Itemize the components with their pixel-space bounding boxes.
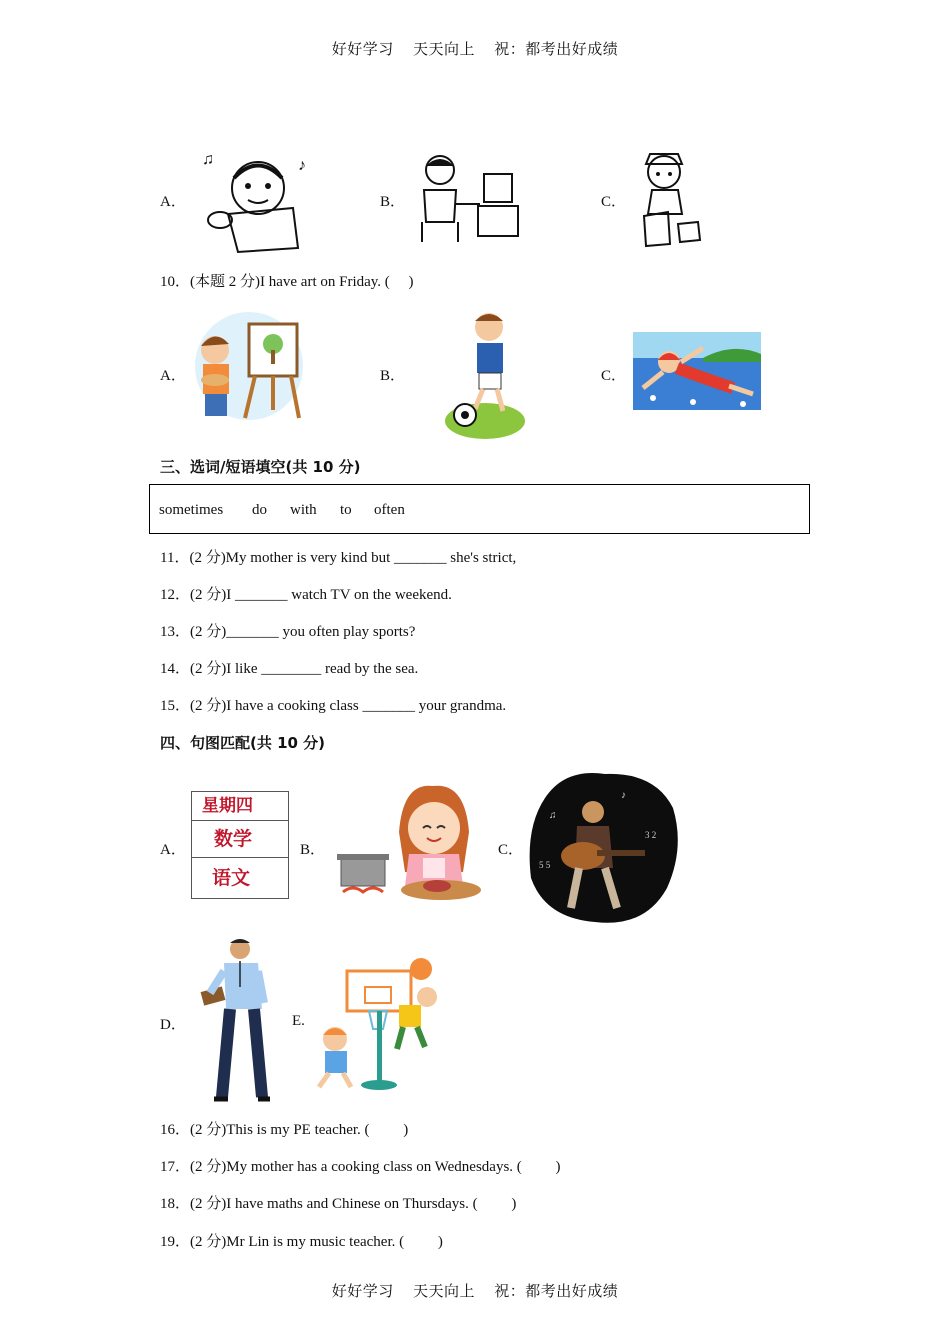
word-bank-word: to [340, 502, 352, 518]
q9-option-c-label: C． [601, 194, 627, 210]
question-13: 13．(2 分)_______ you often play sports? [160, 624, 416, 640]
word-bank-word: sometimes [159, 502, 224, 518]
music-listening-image [198, 148, 318, 252]
q9-option-a-label: A． [160, 194, 186, 210]
question-17: 17．(2 分)My mother has a cooking class on Wednesdays. ( ) [160, 1159, 561, 1175]
svg-text:♪: ♪ [298, 157, 306, 174]
footer-text-2: 天天向上 [412, 1282, 475, 1300]
football-boy-image [445, 305, 527, 439]
word-bank-word: with [290, 502, 317, 518]
swimming-girl-image [633, 332, 761, 410]
svg-text:♪: ♪ [621, 790, 626, 801]
question-12: 12．(2 分)I _______ watch TV on the weekend. [160, 587, 452, 603]
svg-text:3 2: 3 2 [645, 830, 657, 840]
match-d-label: D． [160, 1017, 186, 1033]
q10-option-b-label: B． [380, 368, 406, 384]
match-b-label: B． [300, 842, 326, 858]
match-c-label: C． [498, 842, 524, 858]
question-14: 14．(2 分)I like ________ read by the sea. [160, 661, 419, 677]
question-15: 15．(2 分)I have a cooking class _______ your grandma. [160, 698, 507, 714]
cooking-mother-image [333, 782, 485, 904]
word-bank-word: often [374, 502, 405, 518]
header-text-1: 好好学习 [331, 40, 394, 58]
svg-text:5 5: 5 5 [539, 860, 551, 870]
match-a-label: A． [160, 842, 186, 858]
svg-text:♫: ♫ [202, 151, 214, 168]
schedule-table [191, 791, 289, 899]
painting-boy-image [193, 310, 305, 422]
schedule-day: 星期四 [192, 792, 288, 821]
pe-teacher-image [196, 937, 268, 1103]
svg-text:♫: ♫ [549, 810, 557, 821]
guitar-teacher-image [525, 768, 680, 930]
page-header [0, 38, 950, 59]
question-18: 18．(2 分)I have maths and Chinese on Thursdays. ( ) [160, 1196, 517, 1212]
question-11: 11．(2 分)My mother is very kind but _______ she's strict, [160, 550, 517, 566]
schedule-subject-1: 数学 [192, 821, 288, 858]
match-e-label: E. [292, 1013, 305, 1029]
section-4-title: 四、句图匹配(共 10 分) [160, 734, 326, 752]
section-3-title: 三、选词/短语填空(共 10 分) [160, 458, 361, 476]
header-text-2: 天天向上 [412, 40, 475, 58]
question-10: 10．(本题 2 分)I have art on Friday. ( ) [160, 274, 414, 290]
footer-text-3: 祝：都考出好成绩 [494, 1282, 619, 1300]
word-bank-word: do [252, 502, 267, 518]
header-text-3: 祝：都考出好成绩 [494, 40, 619, 58]
q9-option-b-label: B． [380, 194, 406, 210]
page-footer [0, 1280, 950, 1301]
computer-user-image [418, 152, 522, 244]
writing-boy-image [638, 150, 704, 248]
q10-option-c-label: C． [601, 368, 627, 384]
question-19: 19．(2 分)Mr Lin is my music teacher. ( ) [160, 1234, 443, 1250]
question-16: 16．(2 分)This is my PE teacher. ( ) [160, 1122, 409, 1138]
word-bank-box [149, 484, 810, 534]
schedule-subject-2: 语文 [212, 867, 251, 889]
basketball-kids-image [313, 957, 441, 1091]
q10-option-a-label: A． [160, 368, 186, 384]
footer-text-1: 好好学习 [331, 1282, 394, 1300]
